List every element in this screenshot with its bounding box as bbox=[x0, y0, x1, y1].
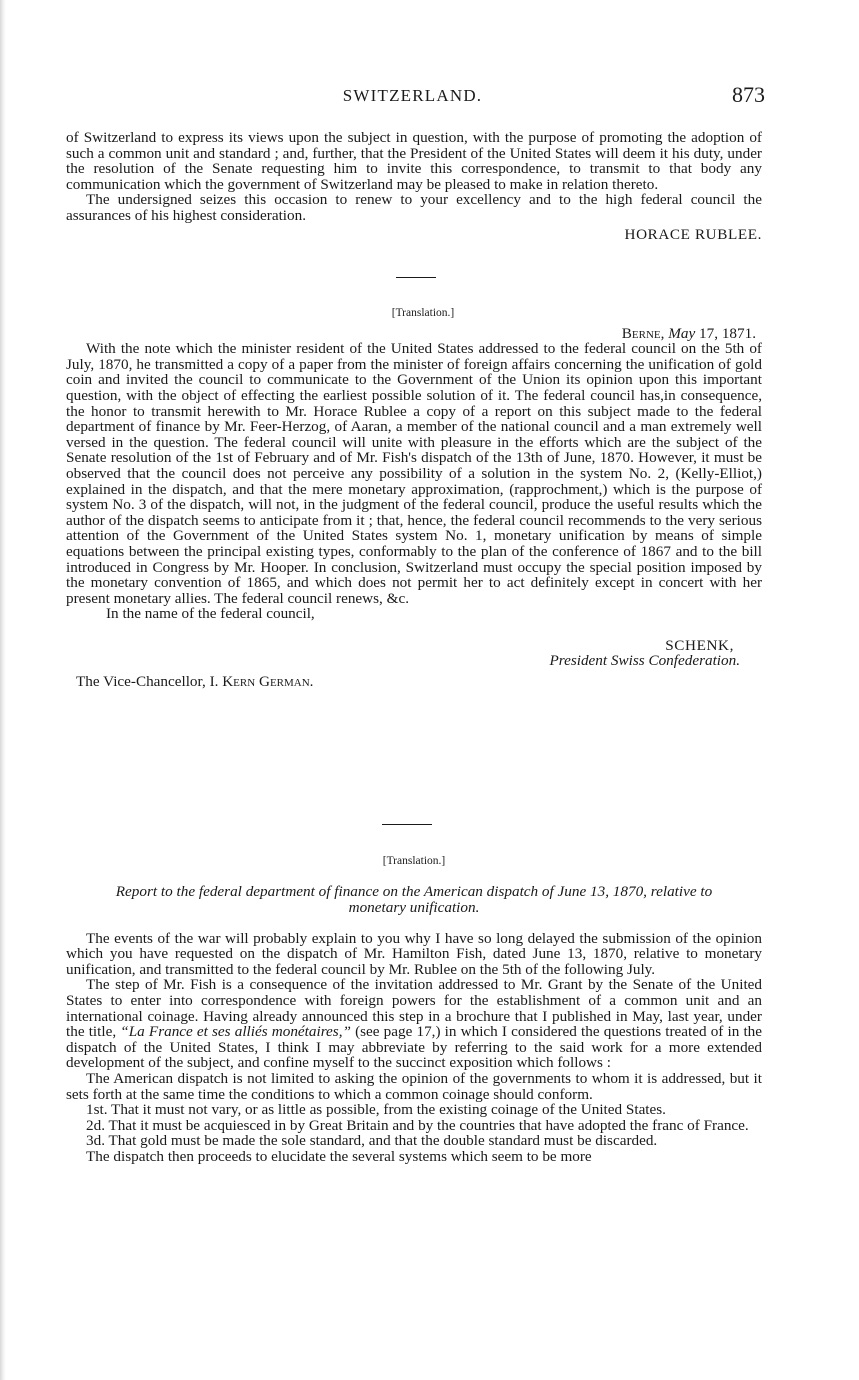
report-translation-label: [Translation.] bbox=[382, 855, 446, 867]
dateline bbox=[66, 326, 756, 342]
report-paragraph-4: The dispatch then proceeds to elucidate the several systems which seem to be more bbox=[86, 1147, 592, 1165]
addressee-name: Kern German. bbox=[222, 673, 314, 691]
condition-item-1: 1st. That it must not vary, or as little as possible, from the existing coinage of the United States. bbox=[86, 1101, 666, 1119]
report-paragraph-1: The events of the war will probably explain to you why I have so long delayed the submission of the opinion which you have requested on the dispatch of Mr. Hamilton Fish, dated June 13, 1870, relative to monetary unification, and transmitted to the federal council by Mr. Rublee on the 5th of the following July. bbox=[66, 929, 762, 978]
schenk-title bbox=[66, 653, 740, 669]
letter-federal-council bbox=[66, 306, 762, 690]
translation-label: [Translation.] bbox=[391, 307, 455, 319]
section-divider bbox=[396, 277, 436, 278]
report-paragraph-2-before: The step of Mr. Fish is a consequence of the invitation addressed to Mr. Grant by the Senate of the United States to enter into correspondence with foreign powers for the establishment of a common unit and an international coinage. Having already announced this step in a brochure that I published in May, last year, under the title, bbox=[66, 976, 762, 1041]
dateline-month: May bbox=[668, 324, 696, 342]
condition-item-3: 3d. That gold must be made the sole standard, and that the double standard must be discarded. bbox=[86, 1132, 658, 1150]
dateline-date: 17, 1871. bbox=[699, 324, 756, 342]
report-title: Report to the federal department of finance on the American dispatch of June 13, 1870, relative to monetary unification. bbox=[115, 882, 713, 916]
dateline-place: Berne, bbox=[621, 324, 665, 342]
running-header bbox=[60, 84, 765, 116]
page-title: SWITZERLAND. bbox=[342, 86, 483, 105]
schenk-title-text: President Swiss Confederation. bbox=[549, 652, 740, 670]
report-paragraph-2-after: (see page 17,) in which I considered the questions treated of in the dispatch of the United States, I think I may abbreviate by referring to the said work for a more extended development of the subject, and confine myself to the succinct exposition which follows : bbox=[66, 1023, 763, 1072]
letter-rublee bbox=[66, 130, 762, 242]
letter-rublee-paragraph-2: The undersigned seizes this occasion to renew to your excellency and to the high federal council the assurances of his highest consideration. bbox=[66, 191, 762, 224]
addressee-prefix: The Vice-Chancellor, I. bbox=[76, 673, 219, 691]
report-section bbox=[66, 854, 762, 1165]
report-paragraph-3: The American dispatch is not limited to asking the opinion of the governments to whom it is addressed, but it sets forth at the same time the conditions to which a common coinage should conform. bbox=[66, 1069, 762, 1103]
binding-edge bbox=[0, 0, 6, 1380]
federal-council-closing: In the name of the federal council, bbox=[106, 605, 315, 623]
section-divider-2 bbox=[382, 824, 432, 825]
federal-council-body: With the note which the minister resident of the United States addressed to the federal council on the 5th of July, 1870, he transmitted a copy of a paper from the minister of foreign affairs concerning the unification of gold coin and invited the council to communicate to the Government of the Union its opinion upon this important question, with the object of effecting the earliest possible solution of it. The federal council has,in consequence, the honor to transmit herewith to Mr. Horace Rublee a copy of a report on this subject made to the federal department of finance by Mr. Feer-Herzog, of Aaran, a member of the national council and a man extremely well versed in the question. The federal council will unite with pleasure in the efforts which are the subject of the Senate resolution of the 1st of February and of Mr. Fish's dispatch of the 13th of June, 1870. However, it must be observed that the council does not perceive any possibility of a solution in the system No. 2, (Kelly-Elliot,) explained in the dispatch, and that the mere monetary approximation, (rapprochment,) which is the purpose of system No. 3 of the dispatch, will not, in the judgment of the federal council, produce the useful results which the author of the dispatch seems to anticipate from it ; that, hence, the federal council recommends to the very serious attention of the Government of the United States system No. 1, monetary unification by means of simple equations between the principal existing types, conformably to the plan of the conference of 1867 and to the bill introduced in Congress by Mr. Hooper. In conclusion, Switzerland must occupy the special position imposed by the monetary convention of 1865, and which does not permit her to act definitely except in concert with her present monetary allies. The federal council renews, &c. bbox=[66, 340, 762, 607]
schenk-signature: SCHENK, bbox=[665, 636, 734, 654]
report-paragraph-2 bbox=[66, 977, 762, 1071]
addressee-line bbox=[66, 674, 762, 690]
letter-rublee-paragraph-1: of Switzerland to express its views upon the subject in question, with the purpose of promoting the adoption of such a common unit and standard ; and, further, that the President of the United States will deem it his duty, under the resolution of the Senate requesting him to invite this correspondence, to transmit to that body any communication which the government of Switzerland may be pleased to make in relation thereto. bbox=[66, 129, 762, 193]
condition-item-2: 2d. That it must be acquiesced in by Great Britain and by the countries that have adopted the franc of France. bbox=[86, 1116, 749, 1134]
brochure-title: “La France et ses alliés monétaires,” bbox=[120, 1023, 351, 1041]
page-number: 873 bbox=[732, 82, 765, 107]
rublee-signature: HORACE RUBLEE. bbox=[624, 225, 762, 243]
